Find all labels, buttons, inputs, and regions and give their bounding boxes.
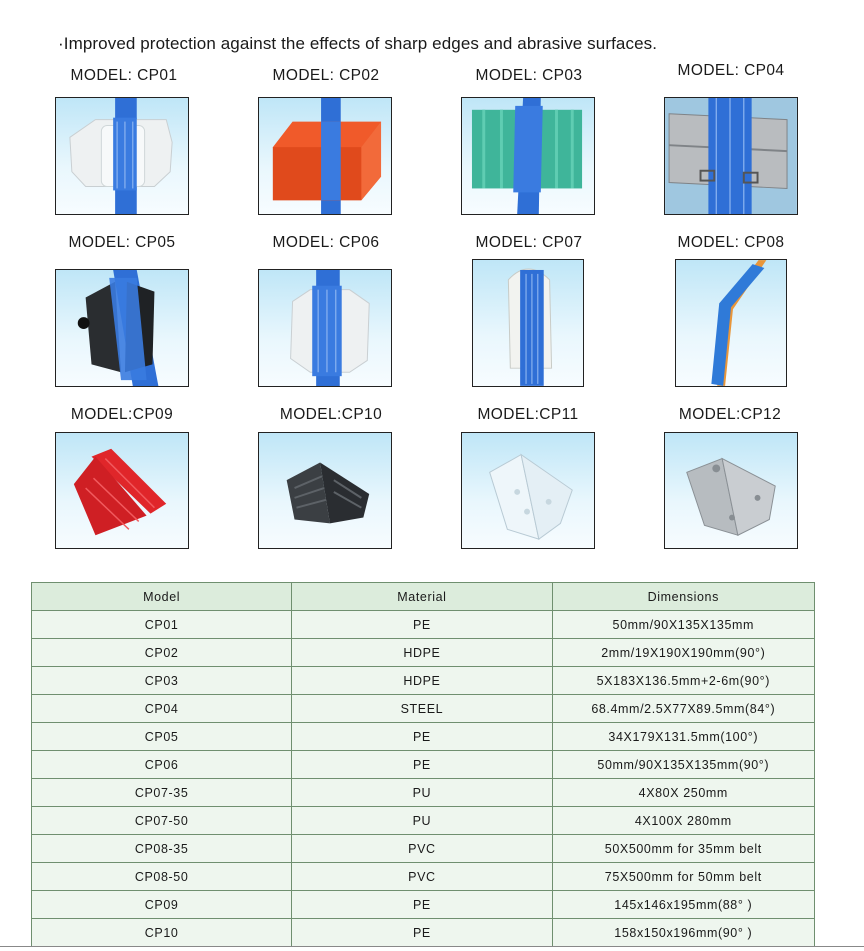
table-row xyxy=(32,667,815,695)
cell-model: CP05 xyxy=(32,723,292,751)
table-row xyxy=(32,695,815,723)
photo-cp04 xyxy=(664,97,798,215)
table-row xyxy=(32,779,815,807)
cell-material: PE xyxy=(292,723,552,751)
cell-material: PE xyxy=(292,919,552,947)
black-edge-protector-with-blue-strap-icon xyxy=(56,270,188,386)
table-row xyxy=(32,751,815,779)
table-row xyxy=(32,639,815,667)
photo-cp08 xyxy=(675,259,787,387)
cell-material: PE xyxy=(292,891,552,919)
red-corner-protector-icon xyxy=(56,433,188,548)
model-label-cp06: MODEL: CP06 xyxy=(272,234,380,251)
table-row xyxy=(32,919,815,947)
cell-material: PVC xyxy=(292,835,552,863)
header-material: Material xyxy=(292,583,552,611)
cell-dimensions: 4X80X 250mm xyxy=(552,779,814,807)
bottom-divider xyxy=(0,946,864,947)
green-edge-protector-with-blue-strap-icon xyxy=(462,98,594,214)
cell-dimensions: 4X100X 280mm xyxy=(552,807,814,835)
photo-cp06 xyxy=(258,269,392,387)
clear-corner-protector-icon xyxy=(462,433,594,548)
photo-cp07 xyxy=(472,259,584,387)
photo-cp02 xyxy=(258,97,392,215)
cell-dimensions: 50mm/90X135X135mm xyxy=(552,611,814,639)
photo-cp10 xyxy=(258,432,392,549)
cell-dimensions: 2mm/19X190X190mm(90°) xyxy=(552,639,814,667)
cell-model: CP03 xyxy=(32,667,292,695)
cell-model: CP10 xyxy=(32,919,292,947)
photo-cp12 xyxy=(664,432,798,549)
table-row xyxy=(32,835,815,863)
cell-model: CP08-35 xyxy=(32,835,292,863)
red-orange-edge-protector-with-blue-strap-icon xyxy=(259,98,391,214)
cell-dimensions: 34X179X131.5mm(100°) xyxy=(552,723,814,751)
header-model: Model xyxy=(32,583,292,611)
cell-material: PE xyxy=(292,751,552,779)
model-label-cp12: MODEL:CP12 xyxy=(678,406,782,423)
black-corner-protector-icon xyxy=(259,433,391,548)
cell-model: CP08-50 xyxy=(32,863,292,891)
cell-model: CP04 xyxy=(32,695,292,723)
steel-edge-protector-with-blue-strap-icon xyxy=(665,98,797,214)
model-label-cp07: MODEL: CP07 xyxy=(475,234,583,251)
cell-dimensions: 50mm/90X135X135mm(90°) xyxy=(552,751,814,779)
cell-dimensions: 5X183X136.5mm+2-6m(90°) xyxy=(552,667,814,695)
model-label-cp08: MODEL: CP08 xyxy=(677,234,785,251)
cell-model: CP09 xyxy=(32,891,292,919)
steel-corner-protector-icon xyxy=(665,433,797,548)
model-label-cp11: MODEL:CP11 xyxy=(477,406,579,423)
model-label-cp02: MODEL: CP02 xyxy=(272,67,380,84)
cell-material: PU xyxy=(292,779,552,807)
cell-dimensions: 68.4mm/2.5X77X89.5mm(84°) xyxy=(552,695,814,723)
photo-cp01 xyxy=(55,97,189,215)
photo-cp05 xyxy=(55,269,189,387)
cell-material: HDPE xyxy=(292,639,552,667)
photo-cp11 xyxy=(461,432,595,549)
white-sleeve-protector-with-blue-strap-icon xyxy=(473,260,583,386)
spec-table xyxy=(31,582,815,947)
table-row xyxy=(32,807,815,835)
model-label-cp05: MODEL: CP05 xyxy=(68,234,176,251)
photo-cp03 xyxy=(461,97,595,215)
cell-model: CP06 xyxy=(32,751,292,779)
cell-model: CP01 xyxy=(32,611,292,639)
cell-material: HDPE xyxy=(292,667,552,695)
cell-model: CP02 xyxy=(32,639,292,667)
table-row xyxy=(32,723,815,751)
cell-model: CP07-35 xyxy=(32,779,292,807)
photo-cp09 xyxy=(55,432,189,549)
table-row xyxy=(32,863,815,891)
cell-dimensions: 75X500mm for 50mm belt xyxy=(552,863,814,891)
cell-model: CP07-50 xyxy=(32,807,292,835)
cell-dimensions: 145x146x195mm(88° ) xyxy=(552,891,814,919)
cell-dimensions: 158x150x196mm(90° ) xyxy=(552,919,814,947)
cell-material: PU xyxy=(292,807,552,835)
table-header-row xyxy=(32,583,815,611)
cell-material: PE xyxy=(292,611,552,639)
white-edge-protector-with-blue-strap-icon xyxy=(56,98,188,214)
cell-material: PVC xyxy=(292,863,552,891)
cell-dimensions: 50X500mm for 35mm belt xyxy=(552,835,814,863)
header-dimensions: Dimensions xyxy=(552,583,814,611)
white-edge-protector-with-blue-strap-icon xyxy=(259,270,391,386)
table-row xyxy=(32,891,815,919)
intro-text: ·Improved protection against the effects of sharp edges and abrasive surfaces. xyxy=(58,34,658,53)
model-label-cp03: MODEL: CP03 xyxy=(475,67,583,84)
model-label-cp10: MODEL:CP10 xyxy=(279,406,383,423)
cell-material: STEEL xyxy=(292,695,552,723)
model-label-cp04: MODEL: CP04 xyxy=(677,62,785,79)
model-label-cp09: MODEL:CP09 xyxy=(70,406,174,423)
blue-pvc-strap-sleeve-icon xyxy=(676,260,786,386)
table-row xyxy=(32,611,815,639)
model-label-cp01: MODEL: CP01 xyxy=(70,67,178,84)
